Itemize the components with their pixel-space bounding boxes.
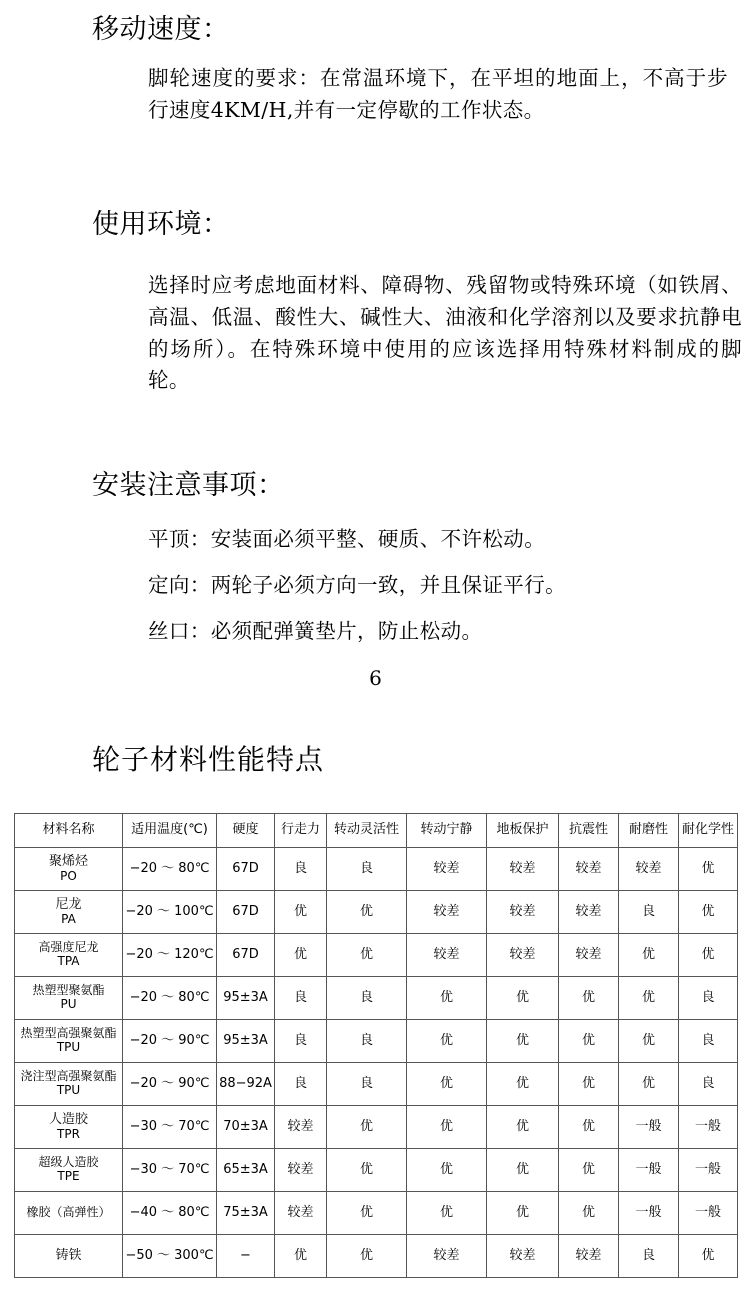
quietness-cell: 较差 bbox=[407, 891, 487, 934]
shock-resistance-cell: 优 bbox=[559, 977, 619, 1020]
material-name-en: PU bbox=[60, 997, 77, 1011]
table-row bbox=[15, 1020, 738, 1063]
material-name-cell bbox=[15, 891, 123, 934]
chemical-resistance-cell: 一般 bbox=[679, 1149, 738, 1192]
floor-protection-cell: 较差 bbox=[487, 1235, 559, 1278]
quietness-cell: 优 bbox=[407, 1106, 487, 1149]
material-name-cell bbox=[15, 934, 123, 977]
hardness-cell: − bbox=[217, 1235, 275, 1278]
walking-force-cell: 良 bbox=[275, 1020, 327, 1063]
hardness-cell: 67D bbox=[217, 934, 275, 977]
table-header-cell: 耐磨性 bbox=[619, 814, 679, 848]
material-name-en: TPE bbox=[57, 1169, 80, 1183]
table-header-cell: 材料名称 bbox=[15, 814, 123, 848]
material-name-en: TPA bbox=[57, 954, 80, 968]
floor-protection-cell: 较差 bbox=[487, 891, 559, 934]
material-name-cn: 浇注型高强聚氨酯 bbox=[20, 1069, 117, 1084]
temperature-cell: −20 ～ 90℃ bbox=[123, 1020, 217, 1063]
shock-resistance-cell: 优 bbox=[559, 1063, 619, 1106]
material-name-cell bbox=[15, 977, 123, 1020]
temperature-cell: −20 ～ 80℃ bbox=[123, 977, 217, 1020]
material-name-cell bbox=[15, 1192, 123, 1235]
walking-force-cell: 较差 bbox=[275, 1106, 327, 1149]
wear-resistance-cell: 一般 bbox=[619, 1149, 679, 1192]
quietness-cell: 较差 bbox=[407, 848, 487, 891]
table-header-cell: 转动宁静 bbox=[407, 814, 487, 848]
wear-resistance-cell: 较差 bbox=[619, 848, 679, 891]
hardness-cell: 65±3A bbox=[217, 1149, 275, 1192]
floor-protection-cell: 优 bbox=[487, 977, 559, 1020]
section-body-speed: 脚轮速度的要求：在常温环境下，在平坦的地面上，不高于步行速度4KM/H,并有一定停歇的工作状态。 bbox=[148, 66, 728, 122]
walking-force-cell: 优 bbox=[275, 891, 327, 934]
quietness-cell: 较差 bbox=[407, 1235, 487, 1278]
swivel-flexibility-cell: 良 bbox=[327, 848, 407, 891]
wear-resistance-cell: 一般 bbox=[619, 1106, 679, 1149]
installation-note-3: 丝口：必须配弹簧垫片，防止松动。 bbox=[148, 619, 483, 643]
wear-resistance-cell: 良 bbox=[619, 891, 679, 934]
walking-force-cell: 较差 bbox=[275, 1192, 327, 1235]
shock-resistance-cell: 较差 bbox=[559, 891, 619, 934]
chemical-resistance-cell: 优 bbox=[679, 1235, 738, 1278]
material-name-en: PA bbox=[61, 911, 76, 926]
table-header-cell: 地板保护 bbox=[487, 814, 559, 848]
floor-protection-cell: 优 bbox=[487, 1192, 559, 1235]
section-body-environment: 选择时应考虑地面材料、障碍物、残留物或特殊环境（如铁屑、高温、低温、酸性大、碱性大、油液和化学溶剂以及要求抗静电的场所）。在特殊环境中使用的应该选择用特殊材料制成的脚轮。 bbox=[148, 273, 742, 393]
walking-force-cell: 良 bbox=[275, 977, 327, 1020]
performance-table bbox=[14, 813, 738, 1278]
quietness-cell: 优 bbox=[407, 1020, 487, 1063]
temperature-cell: −20 ～ 90℃ bbox=[123, 1063, 217, 1106]
swivel-flexibility-cell: 优 bbox=[327, 1149, 407, 1192]
temperature-cell: −40 ～ 80℃ bbox=[123, 1192, 217, 1235]
shock-resistance-cell: 较差 bbox=[559, 1235, 619, 1278]
hardness-cell: 95±3A bbox=[217, 977, 275, 1020]
material-name-cn: 尼龙 bbox=[55, 896, 82, 912]
floor-protection-cell: 较差 bbox=[487, 934, 559, 977]
page-number: 6 bbox=[369, 666, 382, 690]
section-title-environment: 使用环境： bbox=[92, 209, 230, 240]
temperature-cell: −30 ～ 70℃ bbox=[123, 1106, 217, 1149]
chemical-resistance-cell: 良 bbox=[679, 1020, 738, 1063]
hardness-cell: 75±3A bbox=[217, 1192, 275, 1235]
material-name-cn: 热塑型高强聚氨酯 bbox=[20, 1026, 117, 1041]
material-name-cn: 热塑型聚氨酯 bbox=[32, 983, 105, 998]
wear-resistance-cell: 一般 bbox=[619, 1192, 679, 1235]
table-title: 轮子材料性能特点 bbox=[92, 743, 325, 776]
wear-resistance-cell: 优 bbox=[619, 1020, 679, 1063]
table-row bbox=[15, 1192, 738, 1235]
performance-table-body bbox=[15, 848, 738, 1278]
hardness-cell: 95±3A bbox=[217, 1020, 275, 1063]
floor-protection-cell: 优 bbox=[487, 1020, 559, 1063]
material-name-cell bbox=[15, 1063, 123, 1106]
table-row bbox=[15, 934, 738, 977]
shock-resistance-cell: 优 bbox=[559, 1192, 619, 1235]
table-row bbox=[15, 891, 738, 934]
table-row bbox=[15, 848, 738, 891]
shock-resistance-cell: 优 bbox=[559, 1106, 619, 1149]
quietness-cell: 优 bbox=[407, 977, 487, 1020]
temperature-cell: −20 ～ 80℃ bbox=[123, 848, 217, 891]
material-name-cn: 超级人造胶 bbox=[38, 1155, 99, 1170]
wear-resistance-cell: 良 bbox=[619, 1235, 679, 1278]
material-name-cell bbox=[15, 1020, 123, 1063]
chemical-resistance-cell: 一般 bbox=[679, 1192, 738, 1235]
quietness-cell: 较差 bbox=[407, 934, 487, 977]
material-name-cn: 聚烯烃 bbox=[48, 853, 88, 869]
swivel-flexibility-cell: 优 bbox=[327, 1235, 407, 1278]
hardness-cell: 88−92A bbox=[217, 1063, 275, 1106]
shock-resistance-cell: 优 bbox=[559, 1020, 619, 1063]
material-name-en: TPR bbox=[57, 1126, 80, 1141]
chemical-resistance-cell: 一般 bbox=[679, 1106, 738, 1149]
chemical-resistance-cell: 优 bbox=[679, 934, 738, 977]
floor-protection-cell: 较差 bbox=[487, 848, 559, 891]
material-name-cell bbox=[15, 1106, 123, 1149]
wear-resistance-cell: 优 bbox=[619, 934, 679, 977]
shock-resistance-cell: 优 bbox=[559, 1149, 619, 1192]
temperature-cell: −30 ～ 70℃ bbox=[123, 1149, 217, 1192]
material-name-cn: 橡胶（高弹性） bbox=[26, 1205, 111, 1220]
section-title-installation: 安装注意事项： bbox=[92, 470, 285, 501]
material-name-en: TPU bbox=[56, 1083, 81, 1097]
hardness-cell: 67D bbox=[217, 848, 275, 891]
table-row bbox=[15, 1063, 738, 1106]
swivel-flexibility-cell: 优 bbox=[327, 1106, 407, 1149]
table-header-cell: 适用温度(℃) bbox=[123, 814, 217, 848]
quietness-cell: 优 bbox=[407, 1063, 487, 1106]
chemical-resistance-cell: 优 bbox=[679, 848, 738, 891]
table-row bbox=[15, 1106, 738, 1149]
walking-force-cell: 优 bbox=[275, 934, 327, 977]
walking-force-cell: 良 bbox=[275, 848, 327, 891]
material-name-cell bbox=[15, 848, 123, 891]
installation-note-2: 定向：两轮子必须方向一致，并且保证平行。 bbox=[148, 573, 566, 597]
swivel-flexibility-cell: 良 bbox=[327, 1063, 407, 1106]
floor-protection-cell: 优 bbox=[487, 1106, 559, 1149]
shock-resistance-cell: 较差 bbox=[559, 934, 619, 977]
table-header-row bbox=[15, 814, 738, 848]
table-row bbox=[15, 1235, 738, 1278]
material-name-cn: 铸铁 bbox=[55, 1247, 82, 1263]
quietness-cell: 优 bbox=[407, 1192, 487, 1235]
table-header-cell: 抗震性 bbox=[559, 814, 619, 848]
shock-resistance-cell: 较差 bbox=[559, 848, 619, 891]
table-header-cell: 行走力 bbox=[275, 814, 327, 848]
material-name-en: TPU bbox=[56, 1040, 81, 1054]
table-header-cell: 硬度 bbox=[217, 814, 275, 848]
quietness-cell: 优 bbox=[407, 1149, 487, 1192]
chemical-resistance-cell: 良 bbox=[679, 977, 738, 1020]
table-row bbox=[15, 1149, 738, 1192]
floor-protection-cell: 优 bbox=[487, 1063, 559, 1106]
material-name-en: PO bbox=[60, 868, 77, 883]
performance-table-wrapper bbox=[14, 813, 737, 1278]
material-name-cn: 人造胶 bbox=[48, 1111, 88, 1127]
walking-force-cell: 良 bbox=[275, 1063, 327, 1106]
table-header-cell: 转动灵活性 bbox=[327, 814, 407, 848]
walking-force-cell: 较差 bbox=[275, 1149, 327, 1192]
wear-resistance-cell: 优 bbox=[619, 1063, 679, 1106]
table-row bbox=[15, 977, 738, 1020]
temperature-cell: −50 ～ 300℃ bbox=[123, 1235, 217, 1278]
installation-note-1: 平顶：安装面必须平整、硬质、不许松动。 bbox=[148, 527, 546, 551]
swivel-flexibility-cell: 良 bbox=[327, 1020, 407, 1063]
swivel-flexibility-cell: 优 bbox=[327, 934, 407, 977]
chemical-resistance-cell: 优 bbox=[679, 891, 738, 934]
walking-force-cell: 优 bbox=[275, 1235, 327, 1278]
swivel-flexibility-cell: 优 bbox=[327, 1192, 407, 1235]
floor-protection-cell: 优 bbox=[487, 1149, 559, 1192]
swivel-flexibility-cell: 优 bbox=[327, 891, 407, 934]
hardness-cell: 70±3A bbox=[217, 1106, 275, 1149]
wear-resistance-cell: 优 bbox=[619, 977, 679, 1020]
material-name-cell bbox=[15, 1235, 123, 1278]
table-header-cell: 耐化学性 bbox=[679, 814, 738, 848]
temperature-cell: −20 ～ 120℃ bbox=[123, 934, 217, 977]
swivel-flexibility-cell: 良 bbox=[327, 977, 407, 1020]
hardness-cell: 67D bbox=[217, 891, 275, 934]
material-name-cn: 高强度尼龙 bbox=[38, 940, 99, 955]
chemical-resistance-cell: 良 bbox=[679, 1063, 738, 1106]
section-title-speed: 移动速度： bbox=[92, 14, 230, 45]
material-name-cell bbox=[15, 1149, 123, 1192]
temperature-cell: −20 ～ 100℃ bbox=[123, 891, 217, 934]
